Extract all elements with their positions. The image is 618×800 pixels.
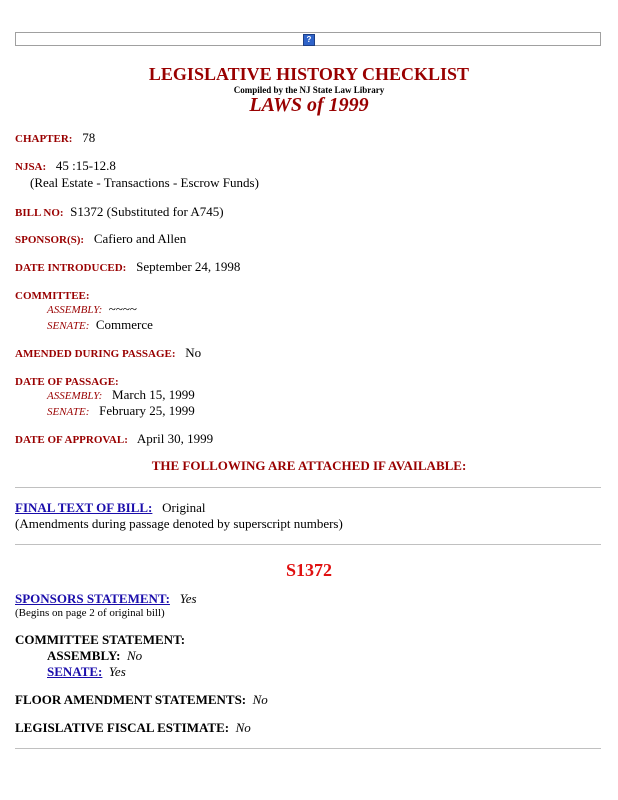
divider xyxy=(15,487,601,488)
passage-assembly-row xyxy=(47,387,195,403)
chapter-value: 78 xyxy=(82,130,96,145)
date-of-approval-label: DATE OF APPROVAL: xyxy=(15,434,128,446)
njsa-subject: (Real Estate - Transactions - Escrow Funds) xyxy=(30,175,259,190)
date-introduced-value: September 24, 1998 xyxy=(136,259,241,274)
committee-senate-label: SENATE: xyxy=(47,320,90,332)
page-title: LEGISLATIVE HISTORY CHECKLIST xyxy=(148,64,470,84)
compiled-by: Compiled by the NJ State Law Library xyxy=(233,85,385,95)
final-text-note: (Amendments during passage denoted by superscript numbers) xyxy=(15,516,343,531)
sponsors-value: Cafiero and Allen xyxy=(93,231,187,246)
committee-statement-assembly-value: No xyxy=(126,648,143,663)
floor-amendment-value: No xyxy=(252,692,268,707)
fiscal-estimate-row xyxy=(15,720,251,736)
final-text-row xyxy=(15,500,205,516)
final-text-value: Original xyxy=(162,500,206,515)
njsa-row xyxy=(15,158,116,174)
sponsors-statement-value: Yes xyxy=(179,591,197,606)
njsa-value: 45 :15-12.8 xyxy=(55,158,116,173)
passage-assembly-label: ASSEMBLY: xyxy=(47,390,103,402)
chapter-row xyxy=(15,130,95,146)
passage-senate-row xyxy=(47,403,195,419)
committee-statement-assembly-row xyxy=(47,648,142,664)
sponsors-statement-row xyxy=(15,591,197,607)
date-of-passage-label: DATE OF PASSAGE: xyxy=(15,376,119,388)
bill-no-label: BILL NO: xyxy=(15,207,64,219)
divider xyxy=(15,544,601,545)
committee-assembly-row xyxy=(47,301,137,317)
committee-statement-assembly-label: ASSEMBLY: xyxy=(47,648,121,663)
floor-amendment-label: FLOOR AMENDMENT STATEMENTS: xyxy=(15,692,247,707)
final-text-link[interactable]: FINAL TEXT OF BILL: xyxy=(15,500,153,515)
chapter-label: CHAPTER: xyxy=(15,133,73,145)
sponsors-label: SPONSOR(S): xyxy=(15,234,85,246)
date-introduced-row xyxy=(15,259,240,275)
sponsors-statement-link[interactable]: SPONSORS STATEMENT: xyxy=(15,591,170,606)
committee-statement-senate-link[interactable]: SENATE: xyxy=(47,664,103,679)
passage-assembly-value: March 15, 1999 xyxy=(112,387,195,402)
date-introduced-label: DATE INTRODUCED: xyxy=(15,262,127,274)
bill-no-value: S1372 (Substituted for A745) xyxy=(70,204,224,219)
committee-senate-row xyxy=(47,317,153,333)
committee-assembly-label: ASSEMBLY: xyxy=(47,304,103,316)
bill-heading: S1372 xyxy=(285,560,332,580)
committee-statement-senate-value: Yes xyxy=(108,664,126,679)
laws-year: LAWS of 1999 xyxy=(249,94,369,116)
sponsors-statement-note: (Begins on page 2 of original bill) xyxy=(15,607,165,619)
amended-label: AMENDED DURING PASSAGE: xyxy=(15,348,176,360)
help-icon[interactable]: ? xyxy=(303,34,315,46)
fiscal-estimate-label: LEGISLATIVE FISCAL ESTIMATE: xyxy=(15,720,230,735)
bill-no-row xyxy=(15,204,224,220)
njsa-label: NJSA: xyxy=(15,161,47,173)
committee-statement-label: COMMITTEE STATEMENT: xyxy=(15,632,186,647)
passage-senate-label: SENATE: xyxy=(47,406,90,418)
floor-amendment-row xyxy=(15,692,268,708)
attached-heading: THE FOLLOWING ARE ATTACHED IF AVAILABLE: xyxy=(151,458,467,473)
date-of-approval-row xyxy=(15,431,213,447)
divider xyxy=(15,748,601,749)
passage-senate-value: February 25, 1999 xyxy=(99,403,195,418)
date-of-approval-value: April 30, 1999 xyxy=(136,431,214,446)
amended-value: No xyxy=(185,345,202,360)
fiscal-estimate-value: No xyxy=(235,720,251,735)
committee-label: COMMITTEE: xyxy=(15,290,90,302)
sponsors-row xyxy=(15,231,186,247)
committee-statement-senate-row xyxy=(47,664,126,680)
committee-assembly-value: ~~~~ xyxy=(108,301,137,316)
committee-senate-value: Commerce xyxy=(95,317,153,332)
amended-row xyxy=(15,345,201,361)
top-navigation-bar xyxy=(15,32,601,46)
